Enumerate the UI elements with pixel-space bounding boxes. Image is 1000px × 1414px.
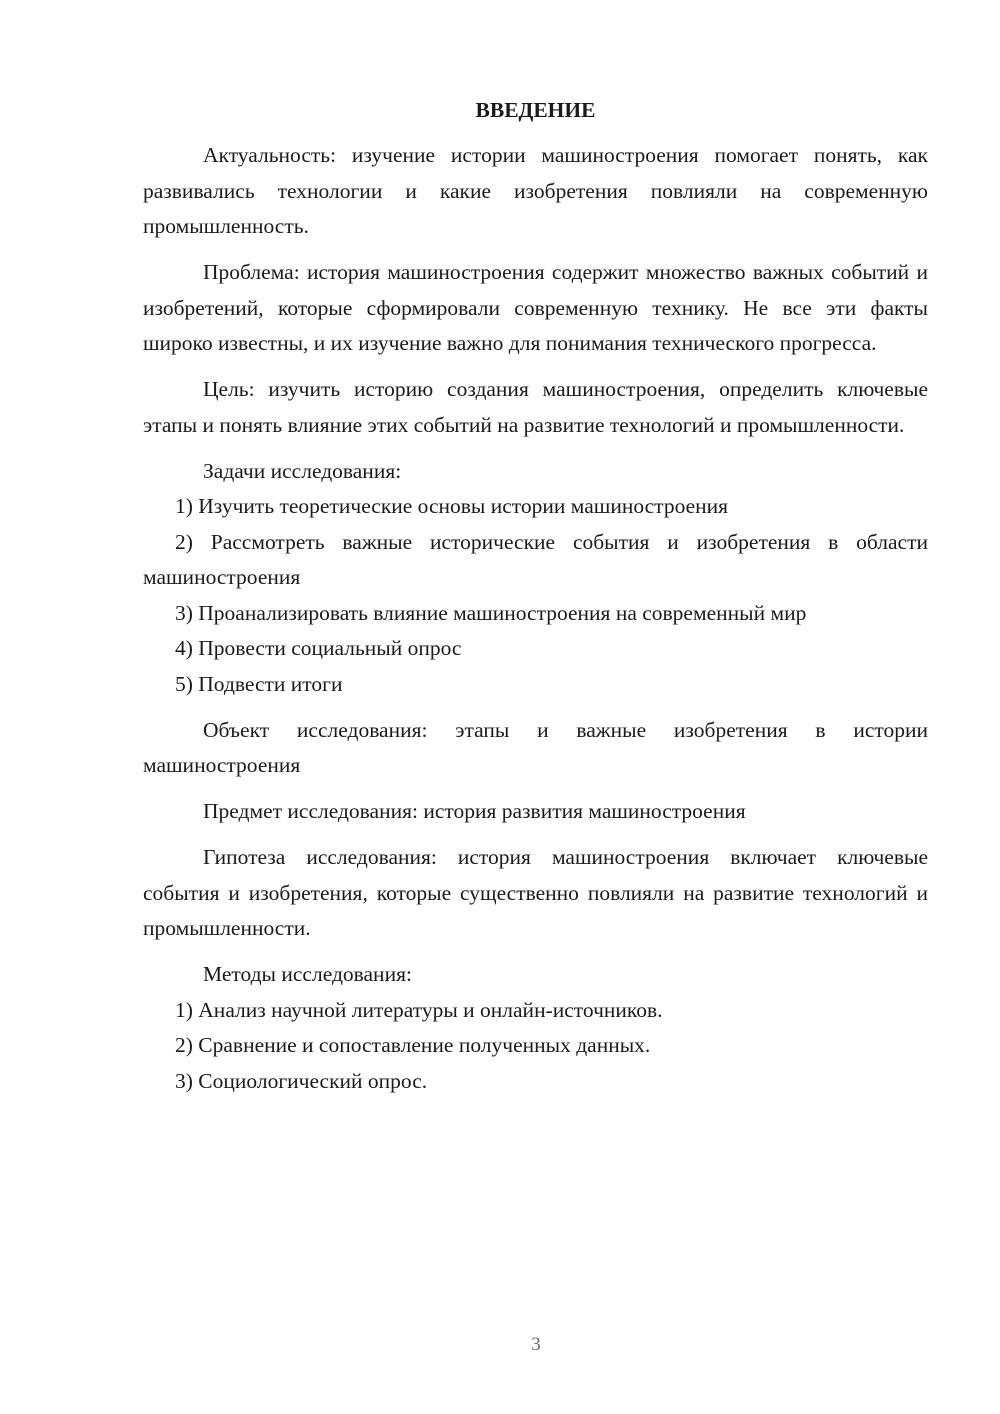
task-item-1: 1) Изучить теоретические основы истории машиностроения	[175, 494, 729, 518]
section-title: ВВЕДЕНИЕ	[475, 98, 596, 122]
page-number: 3	[531, 1334, 541, 1355]
tasks-heading: Задачи исследования:	[203, 458, 402, 483]
task-item-4: 4) Провести социальный опрос	[175, 636, 462, 660]
task-item-2: 2) Рассмотреть важные исторические события и изобретения в области машиностроения	[143, 529, 928, 589]
problem-paragraph: Проблема: история машиностроения содержит множество важных событий и изобретений, которые сформировали современную технику. Не все эти факты широко известны, и их изучение важно для понимания технического прогресса.	[143, 260, 928, 355]
object-paragraph: Объект исследования: этапы и важные изобретения в истории машиностроения	[143, 717, 928, 777]
goal-paragraph: Цель: изучить историю создания машиностроения, определить ключевые этапы и понять влияние этих событий на развитие технологий и промышленности.	[143, 377, 928, 437]
method-item-2: 2) Сравнение и сопоставление полученных данных.	[175, 1033, 651, 1057]
hypothesis-paragraph: Гипотеза исследования: история машиностроения включает ключевые события и изобретения, которые существенно повлияли на развитие технологий и промышленности.	[143, 845, 928, 940]
task-item-3: 3) Проанализировать влияние машиностроения на современный мир	[175, 600, 807, 625]
relevance-paragraph: Актуальность: изучение истории машиностроения помогает понять, как развивались технологии и какие изобретения повлияли на современную промышленность.	[143, 143, 928, 238]
method-item-3: 3) Социологический опрос.	[175, 1068, 428, 1093]
subject-paragraph: Предмет исследования: история развития машиностроения	[203, 799, 746, 823]
document-page	[143, 92, 928, 1099]
methods-heading: Методы исследования:	[203, 962, 412, 986]
task-item-5: 5) Подвести итоги	[175, 671, 343, 696]
method-item-1: 1) Анализ научной литературы и онлайн-источников.	[175, 997, 663, 1022]
